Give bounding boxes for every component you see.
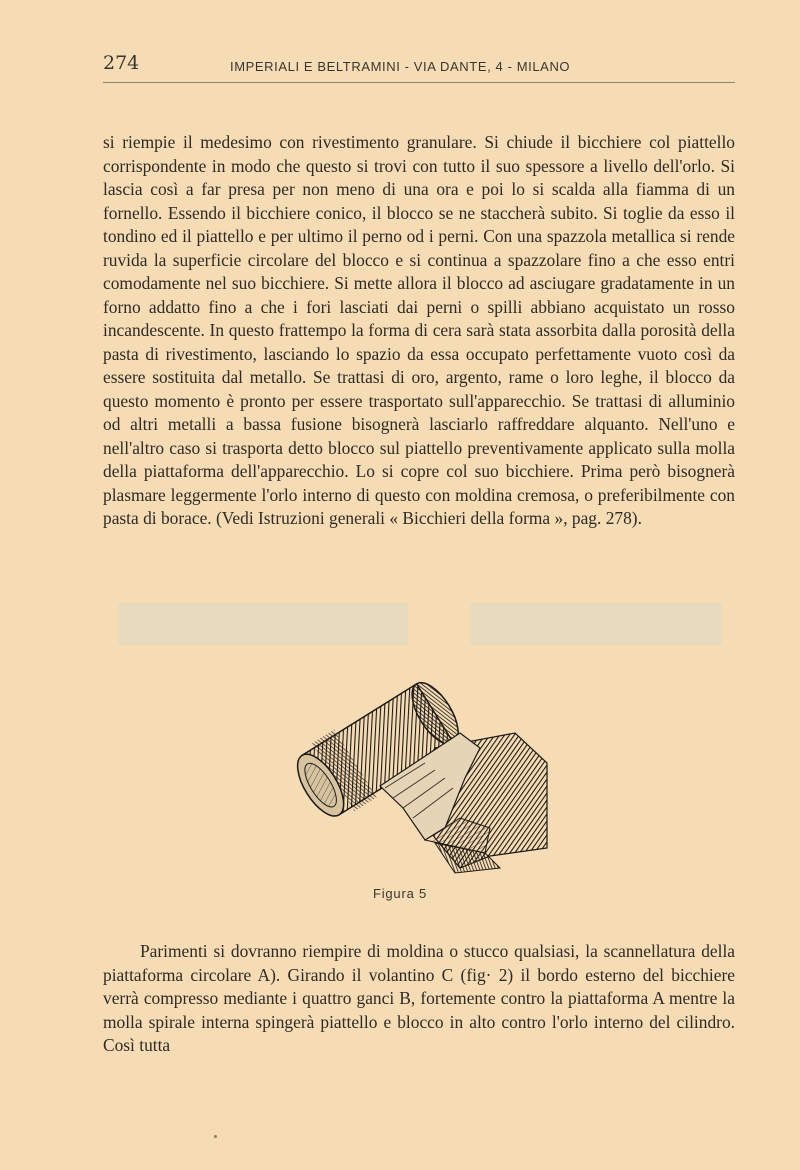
paragraph: si riempie il medesimo con rivestimento granulare. Si chiude il bicchiere col piattello corrispondente in modo che questo si trovi con tutto il suo spessore a livello dell'orlo. Si lascia così a far presa per non meno di una ora e poi lo si scalda alla fiamma di un fornello. Essendo il bicchiere conico, il blocco se ne staccherà subito. Si toglie da esso il tondino ed il piattello e per ultimo il perno od i perni. Con una spazzola metallica si rende ruvida la superficie circolare del blocco e si continua a spazzolare fino a che esso entri comodamente nel suo bicchiere. Si mette allora il blocco ad asciugare gradatamente in un forno addatto fino a che i fori lasciati dai perni o spilli abbiano acquistato un rosso incandescente. In questo frattempo la forma di cera sarà stata assorbita dalla porosità della pasta di rivestimento, lasciando lo spazio da essa occupato perfettamente vuoto così da essere sostituita dal metallo. Se trattasi di oro, argento, rame o loro leghe, il blocco da questo momento è pronto per essere trasportato sull'apparecchio. Se trattasi di alluminio od altri metalli a bassa fusione bisognerà lasciarlo raffreddare alquanto. Nell'uno e nell'altro caso si trasporta detto blocco sul piattello preventivamente applicato sulla molla della piattaforma dell'apparecchio. Lo si copre col suo bicchiere. Prima però bisognerà plasmare leggermente l'orlo interno di questo con moldina cremosa, o preferibilmente con pasta di borace. (Vedi Istruzioni generali « Bicchieri della forma », pag. 278). xyxy=(103,132,735,528)
paper-speck xyxy=(214,1135,217,1138)
figure-illustration xyxy=(285,678,555,878)
show-through-shadow xyxy=(118,603,408,645)
paragraph: Parimenti si dovranno riempire di moldina o stucco qualsiasi, la scannellatura della piattaforma circolare A). Girando il volantino C (fig· 2) il bordo esterno del bicchiere verrà compresso mediante i quattro ganci B, fortemente contro la piattaforma A mentre la molla spirale interna spingerà piattello e blocco in alto contro l'orlo interno del cilindro. Così tutta xyxy=(103,941,735,1055)
figure-caption: Figura 5 xyxy=(372,886,428,901)
page-header xyxy=(103,50,735,83)
show-through-shadow xyxy=(470,603,722,645)
engraving-hand-holding-cylinder xyxy=(285,678,555,878)
running-head: IMPERIALI E BELTRAMINI - VIA DANTE, 4 - MILANO xyxy=(230,59,571,74)
page-number: 274 xyxy=(103,52,140,74)
